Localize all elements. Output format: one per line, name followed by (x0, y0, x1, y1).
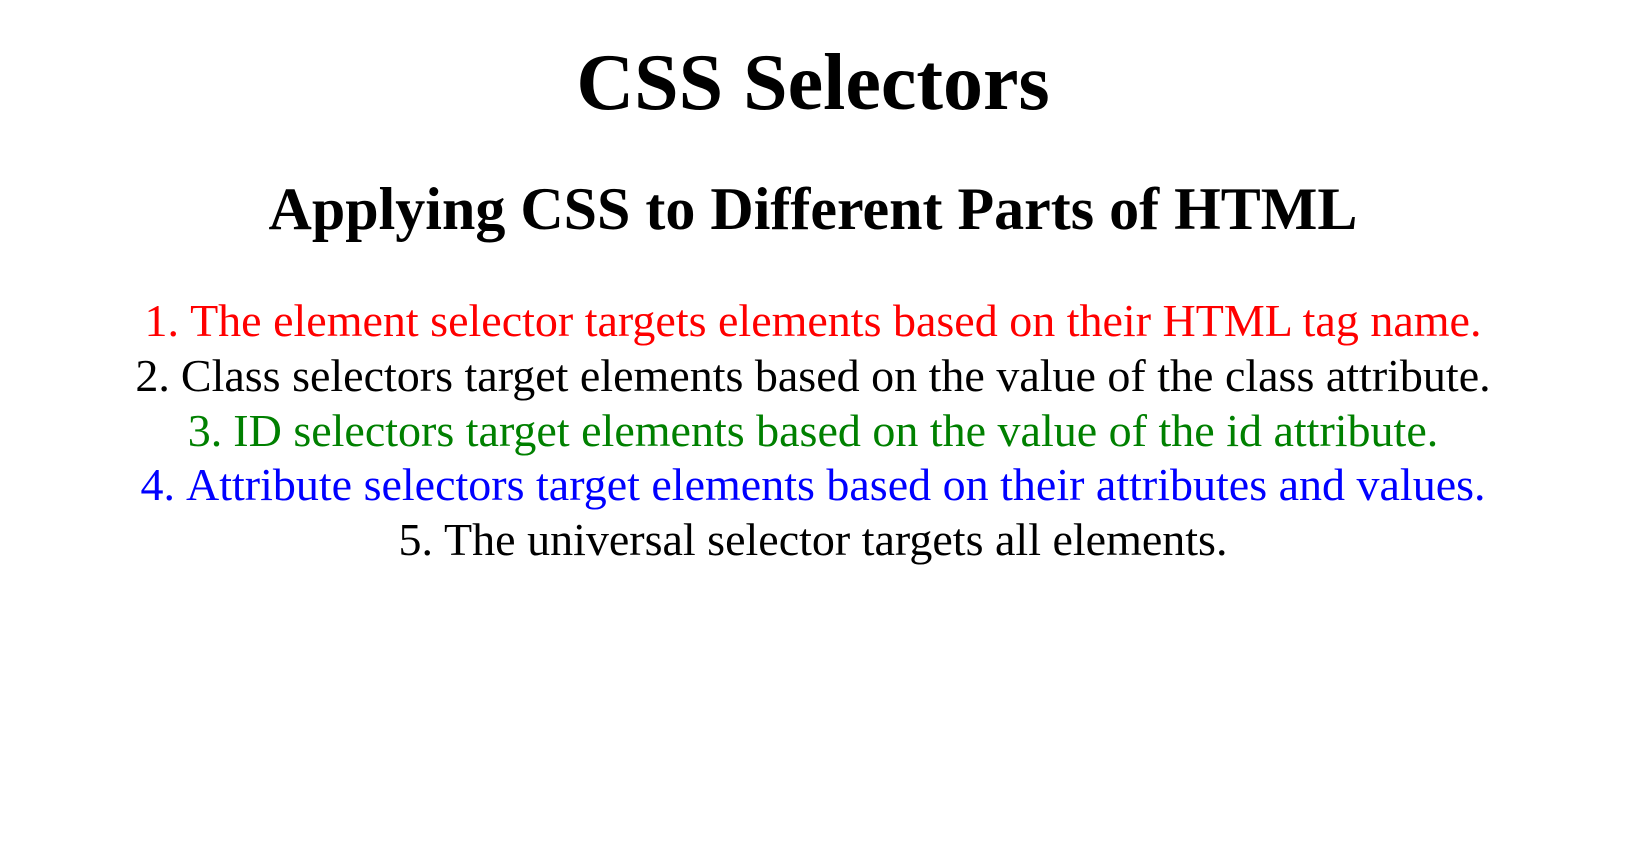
list-item-universal-selector (0, 513, 1626, 568)
selector-list (0, 294, 1626, 568)
page-subtitle: Applying CSS to Different Parts of HTML (268, 176, 1358, 242)
list-item-class-selector (0, 349, 1626, 404)
item-text: The universal selector targets all elements. (444, 514, 1228, 566)
page-title: CSS Selectors (576, 39, 1050, 127)
item-text: Class selectors target elements based on the value of the class attribute. (180, 349, 1491, 401)
item-text: Attribute selectors target elements based on their attributes and values. (186, 459, 1486, 511)
list-item-attribute-selector (0, 458, 1626, 513)
item-number: 4. (140, 459, 175, 511)
item-number: 1. (144, 295, 180, 346)
item-text: ID selectors target elements based on the value of the id attribute. (233, 404, 1439, 456)
item-text: The element selector targets elements based on their HTML tag name. (190, 295, 1482, 346)
list-item-id-selector (0, 404, 1626, 459)
item-number: 5. (398, 514, 434, 566)
list-item-element-selector (0, 294, 1626, 349)
item-number: 2. (135, 349, 170, 401)
item-number: 3. (187, 404, 223, 456)
